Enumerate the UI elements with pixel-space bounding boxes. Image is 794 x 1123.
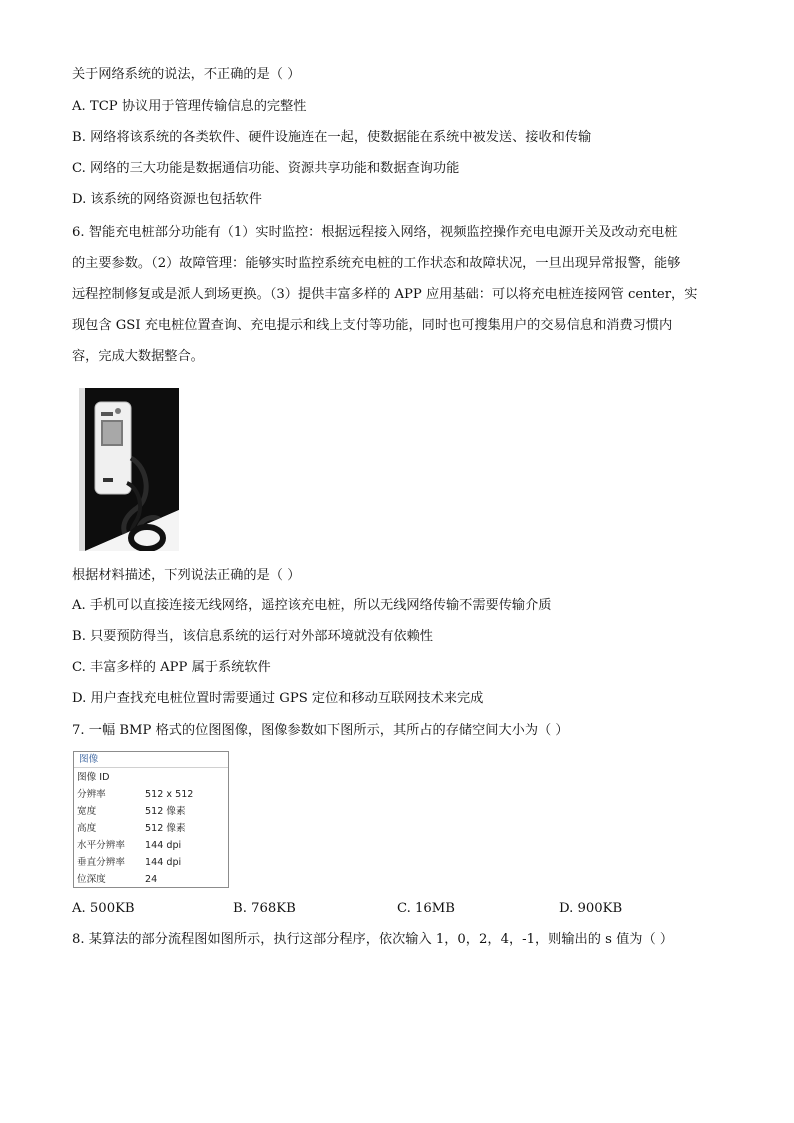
- q7-stem: 7. 一幅 BMP 格式的位图图像，图像参数如下图所示，其所占的存储空间大小为（ ）: [72, 723, 569, 738]
- q6-paragraph-line: 6. 智能充电桩部分功能有（1）实时监控：根据远程接入网络，视频监控操作充电电源开关及改动充电桩: [72, 225, 678, 240]
- image-properties-panel: [73, 751, 229, 888]
- q7-option-d: D. 900KB: [559, 901, 623, 916]
- q5-option-c: C. 网络的三大功能是数据通信功能、资源共享功能和数据查询功能: [72, 161, 460, 176]
- q6-stem: 根据材料描述，下列说法正确的是（ ）: [72, 568, 301, 583]
- q5-stem: 关于网络系统的说法，不正确的是（ ）: [72, 67, 301, 82]
- q6-paragraph-line: 远程控制修复或是派人到场更换。（3）提供丰富多样的 APP 应用基础：可以将充电桩连接网管 center，实: [72, 287, 698, 302]
- q6-option-a: A. 手机可以直接连接无线网络，遥控该充电桩，所以无线网络传输不需要传输介质: [72, 598, 552, 613]
- q6-option-d: D. 用户查找充电桩位置时需要通过 GPS 定位和移动互联网技术来完成: [72, 691, 484, 706]
- property-row: 水平分辨率 144 dpi: [77, 840, 182, 851]
- q7-option-a: A. 500KB: [72, 901, 135, 916]
- q8-stem: 8. 某算法的部分流程图如图所示，执行这部分程序，依次输入 1，0，2，4，-1，则输出的 s 值为（ ）: [72, 932, 674, 947]
- property-row: 垂直分辨率 144 dpi: [77, 857, 182, 868]
- property-row: 宽度 512 像素: [77, 806, 186, 817]
- q5-option-b: B. 网络将该系统的各类软件、硬件设施连在一起，使数据能在系统中被发送、接收和传输: [72, 130, 592, 145]
- q6-paragraph-line: 容，完成大数据整合。: [72, 349, 204, 364]
- property-row: 图像 ID: [77, 772, 110, 783]
- q7-option-b: B. 768KB: [233, 901, 296, 916]
- q7-option-c: C. 16MB: [397, 901, 455, 916]
- q6-option-c: C. 丰富多样的 APP 属于系统软件: [72, 660, 271, 675]
- panel-title: 图像: [74, 752, 228, 768]
- property-row: 高度 512 像素: [77, 823, 186, 834]
- q6-paragraph-line: 现包含 GSI 充电桩位置查询、充电提示和线上支付等功能，同时也可搜集用户的交易信息和消费习惯内: [72, 318, 673, 333]
- q5-option-a: A. TCP 协议用于管理传输信息的完整性: [72, 99, 307, 114]
- q6-option-b: B. 只要预防得当，该信息系统的运行对外部环境就没有依赖性: [72, 629, 433, 644]
- q5-option-d: D. 该系统的网络资源也包括软件: [72, 192, 262, 207]
- property-row: 位深度 24: [77, 874, 158, 885]
- property-row: 分辨率 512 x 512: [77, 789, 194, 800]
- q6-paragraph-line: 的主要参数。（2）故障管理：能够实时监控系统充电桩的工作状态和故障状况，一旦出现异常报警，能够: [72, 256, 681, 271]
- charging-pile-photo: [79, 388, 179, 551]
